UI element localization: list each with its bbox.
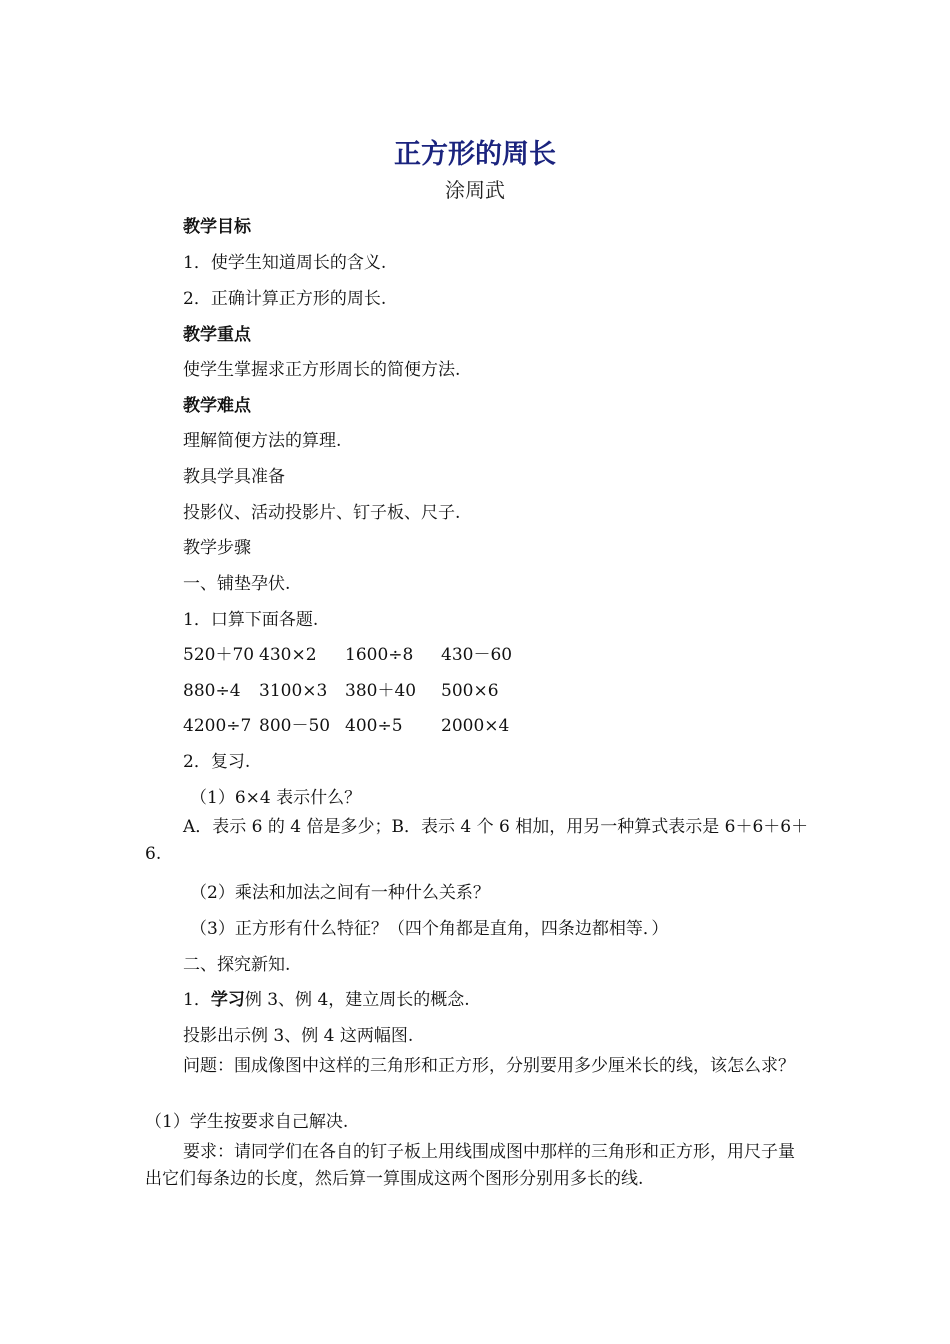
calc-item: 880÷4 bbox=[183, 681, 241, 701]
section-2: 二、探究新知. bbox=[183, 955, 291, 975]
calc-row-3 bbox=[183, 711, 531, 736]
question-1: （1）6×4 表示什么？ bbox=[190, 788, 362, 808]
calc-item: 2000×4 bbox=[441, 716, 510, 736]
question-2: （2）乘法和加法之间有一种什么关系？ bbox=[190, 883, 490, 903]
calc-item: 1600÷8 bbox=[345, 645, 414, 665]
heading-key: 教学重点 bbox=[183, 325, 251, 345]
calc-item: 430－60 bbox=[441, 645, 513, 665]
document-title: 正方形的周长 bbox=[394, 139, 556, 170]
heading-difficult: 教学难点 bbox=[183, 396, 251, 416]
calc-item: 3100×3 bbox=[259, 681, 328, 701]
document-author: 涂周武 bbox=[445, 178, 505, 202]
calc-item: 500×6 bbox=[441, 681, 499, 701]
calc-item: 430×2 bbox=[259, 645, 317, 665]
tools-text: 投影仪、活动投影片、钉子板、尺子. bbox=[183, 503, 461, 523]
calc-item: 800－50 bbox=[259, 716, 331, 736]
study-rest: 例 3、例 4，建立周长的概念. bbox=[244, 990, 470, 1010]
calc-item: 400÷5 bbox=[345, 716, 403, 736]
projection-line: 投影出示例 3、例 4 这两幅图. bbox=[183, 1026, 414, 1046]
question-paragraph: 问题：围成像图中这样的三角形和正方形，分别要用多少厘米长的线，该怎么求？ bbox=[183, 1056, 795, 1076]
question-3: （3）正方形有什么特征？（四个角都是直角，四条边都相等．） bbox=[190, 919, 669, 939]
difficult-text: 理解简便方法的算理. bbox=[183, 431, 342, 451]
study-bold: 学习 bbox=[210, 990, 245, 1010]
calc-item: 4200÷7 bbox=[183, 716, 252, 736]
calc-row-1 bbox=[183, 640, 531, 665]
review-heading: 2．复习. bbox=[183, 752, 251, 772]
key-text: 使学生掌握求正方形周长的简便方法. bbox=[183, 360, 461, 380]
requirement-paragraph: 要求：请同学们在各自的钉子板上用线围成图中那样的三角形和正方形，用尺子量出它们每条边的长度，然后算一算围成这两个图形分别用多长的线. bbox=[145, 1142, 795, 1189]
heading-goals: 教学目标 bbox=[183, 217, 251, 237]
tools-heading: 教具学具准备 bbox=[183, 467, 285, 487]
calc-item: 520＋70 bbox=[183, 645, 255, 665]
calc-item: 380＋40 bbox=[345, 681, 417, 701]
oral-calc: 1．口算下面各题. bbox=[183, 610, 319, 630]
steps-heading: 教学步骤 bbox=[183, 538, 251, 558]
study-line bbox=[183, 985, 470, 1010]
section-1: 一、铺垫孕伏. bbox=[183, 574, 291, 594]
study-prefix: 1． bbox=[183, 990, 211, 1010]
calc-row-2 bbox=[183, 676, 531, 701]
goal-1: 1．使学生知道周长的含义. bbox=[183, 253, 387, 273]
student-solve: （1）学生按要求自己解决. bbox=[145, 1112, 349, 1132]
question-1-answer: A．表示 6 的 4 倍是多少；B．表示 4 个 6 相加，用另一种算式表示是 6＋6＋6＋6. bbox=[145, 817, 809, 864]
goal-2: 2．正确计算正方形的周长. bbox=[183, 289, 387, 309]
